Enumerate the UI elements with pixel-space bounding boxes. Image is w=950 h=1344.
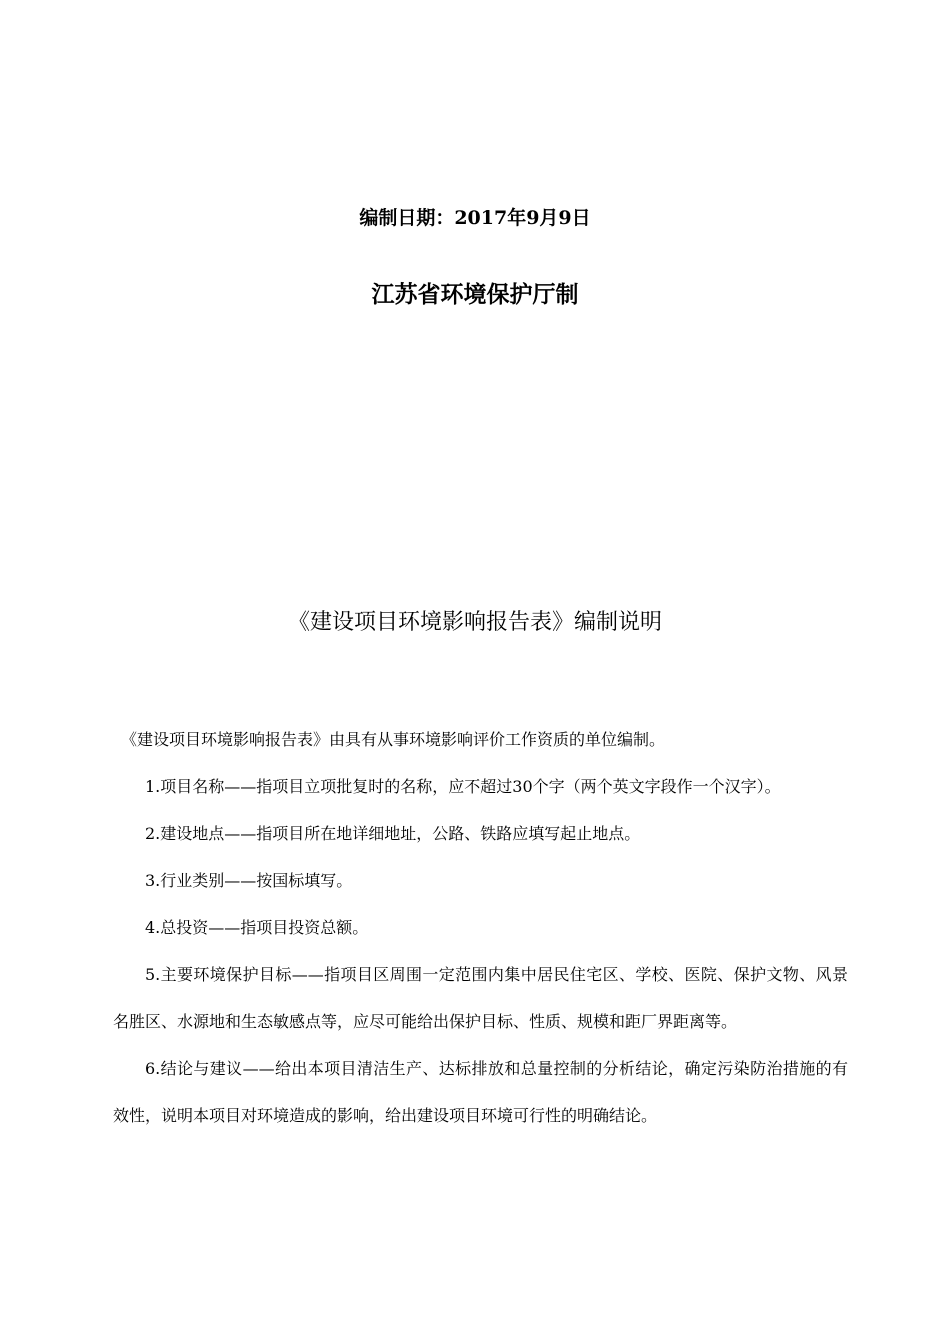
instruction-paragraph-protection-targets: 5.主要环境保护目标——指项目区周围一定范围内集中居民住宅区、学校、医院、保护文物、风景名胜区、水源地和生态敏感点等，应尽可能给出保护目标、性质、规模和距厂界距离等。 — [113, 965, 848, 1031]
issuing-agency: 江苏省环境保护厅制 — [371, 281, 579, 308]
instruction-paragraph-intro: 《建设项目环境影响报告表》由具有从事环境影响评价工作资质的单位编制。 — [121, 730, 666, 749]
instructions-title: 《建设项目环境影响报告表》编制说明 — [287, 610, 662, 635]
instruction-paragraph-industry: 3.行业类别——按国标填写。 — [145, 871, 353, 890]
instruction-paragraph-location: 2.建设地点——指项目所在地详细地址，公路、铁路应填写起止地点。 — [145, 824, 641, 843]
instruction-paragraph-investment: 4.总投资——指项目投资总额。 — [145, 918, 369, 937]
instructions-body — [113, 716, 848, 1139]
compile-date-line: 编制日期：2017年9月9日 — [359, 207, 591, 229]
instruction-paragraph-conclusion: 6.结论与建议——给出本项目清洁生产、达标排放和总量控制的分析结论，确定污染防治措施的有效性，说明本项目对环境造成的影响，给出建设项目环境可行性的明确结论。 — [113, 1059, 848, 1125]
instruction-paragraph-project-name: 1.项目名称——指项目立项批复时的名称，应不超过30个字（两个英文字段作一个汉字）。 — [145, 777, 781, 796]
